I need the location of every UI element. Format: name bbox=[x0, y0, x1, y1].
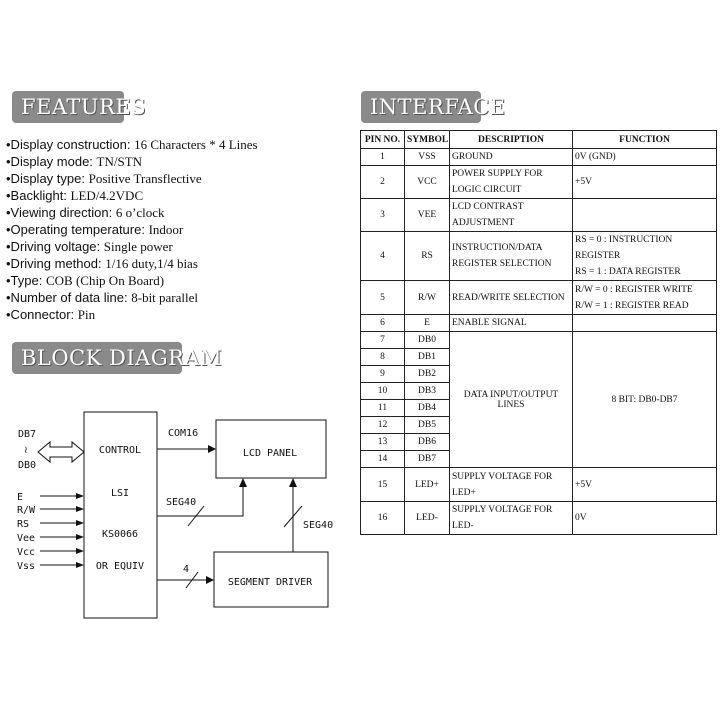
symbol-cell: VEE bbox=[405, 199, 450, 232]
table-row bbox=[361, 232, 717, 281]
lcd-panel-label: LCD PANEL bbox=[242, 448, 298, 459]
input-signal-arrowhead bbox=[76, 506, 84, 512]
feature-value: TN/STN bbox=[96, 154, 143, 169]
pin-number-cell: 16 bbox=[361, 502, 405, 535]
pin-number-cell: 10 bbox=[361, 383, 405, 400]
symbol-cell: DB4 bbox=[405, 400, 450, 417]
function-cell bbox=[573, 232, 717, 281]
controller-box bbox=[84, 412, 157, 618]
feature-label: •Number of data line: bbox=[6, 290, 132, 305]
feature-item bbox=[6, 255, 346, 272]
symbol-cell: DB2 bbox=[405, 366, 450, 383]
pin-number-cell: 9 bbox=[361, 366, 405, 383]
pin-number-cell: 6 bbox=[361, 315, 405, 332]
feature-item bbox=[6, 204, 346, 221]
block-diagram bbox=[0, 390, 360, 620]
feature-label: •Viewing direction: bbox=[6, 205, 116, 220]
input-signal-label: RS bbox=[17, 519, 30, 530]
description-cell: INSTRUCTION/DATA REGISTER SELECTION bbox=[450, 232, 573, 281]
symbol-cell: R/W bbox=[405, 281, 450, 315]
input-signal-arrowhead bbox=[76, 562, 84, 568]
com-arrowhead bbox=[208, 445, 216, 453]
feature-value: 8-bit parallel bbox=[131, 290, 199, 305]
description-cell: READ/WRITE SELECTION bbox=[450, 281, 573, 315]
seg-label-left: SEG40 bbox=[166, 497, 197, 508]
function-cell: +5V bbox=[573, 166, 717, 199]
feature-item bbox=[6, 187, 346, 204]
table-row bbox=[361, 199, 717, 232]
symbol-cell: LED- bbox=[405, 502, 450, 535]
feature-value: 1/16 duty,1/4 bias bbox=[105, 256, 198, 271]
seg-arrowhead-left bbox=[239, 478, 247, 487]
block-diagram-heading: BLOCK DIAGRAM bbox=[12, 342, 182, 374]
table-row bbox=[361, 468, 717, 502]
symbol-cell: DB5 bbox=[405, 417, 450, 434]
function-cell bbox=[573, 315, 717, 332]
feature-item bbox=[6, 272, 346, 289]
description-cell: LCD CONTRAST ADJUSTMENT bbox=[450, 199, 573, 232]
controller-line: LSI bbox=[110, 488, 130, 499]
feature-value: 6 o’clock bbox=[115, 205, 165, 220]
features-list bbox=[6, 136, 346, 323]
feature-value: Positive Transflective bbox=[88, 171, 202, 186]
function-cell bbox=[573, 281, 717, 315]
feature-label: •Operating temperature: bbox=[6, 222, 149, 237]
input-signal-arrowhead bbox=[76, 548, 84, 554]
table-body bbox=[361, 149, 717, 535]
feature-value: COB (Chip On Board) bbox=[45, 273, 165, 288]
function-cell bbox=[573, 199, 717, 232]
description-cell: ENABLE SIGNAL bbox=[450, 315, 573, 332]
feature-label: •Display construction: bbox=[6, 137, 135, 152]
symbol-cell: RS bbox=[405, 232, 450, 281]
feature-item bbox=[6, 153, 346, 170]
symbol-cell: DB1 bbox=[405, 349, 450, 366]
pin-number-cell: 1 bbox=[361, 149, 405, 166]
symbol-cell: DB6 bbox=[405, 434, 450, 451]
com-label: COM16 bbox=[168, 428, 199, 439]
table-row bbox=[361, 332, 717, 349]
interface-heading: INTERFACE bbox=[361, 91, 481, 123]
db-tilde-label: ≀ bbox=[24, 445, 28, 456]
function-line: RS = 0 : INSTRUCTION REGISTER bbox=[575, 235, 673, 261]
function-line: R/W = 0 : REGISTER WRITE bbox=[575, 284, 693, 295]
input-signal-arrowhead bbox=[76, 520, 84, 526]
input-signal-label: Vcc bbox=[17, 547, 36, 558]
pin-number-cell: 2 bbox=[361, 166, 405, 199]
header-function: FUNCTION bbox=[573, 131, 717, 149]
pin-number-cell: 8 bbox=[361, 349, 405, 366]
feature-item bbox=[6, 221, 346, 238]
table-header-row bbox=[361, 131, 717, 149]
input-signal-label: E bbox=[17, 492, 24, 503]
pin-number-cell: 3 bbox=[361, 199, 405, 232]
header-symbol: SYMBOL bbox=[405, 131, 450, 149]
pin-number-cell: 12 bbox=[361, 417, 405, 434]
pin-number-cell: 5 bbox=[361, 281, 405, 315]
feature-value: 16 Characters * 4 Lines bbox=[134, 137, 258, 152]
control-input-arrows bbox=[17, 492, 84, 572]
description-cell: GROUND bbox=[450, 149, 573, 166]
header-description: DESCRIPTION bbox=[450, 131, 573, 149]
header-pin-no: PIN NO. bbox=[361, 131, 405, 149]
feature-label: •Display type: bbox=[6, 171, 89, 186]
symbol-cell: DB0 bbox=[405, 332, 450, 349]
description-cell: POWER SUPPLY FOR LOGIC CIRCUIT bbox=[450, 166, 573, 199]
symbol-cell: VCC bbox=[405, 166, 450, 199]
controller-line: CONTROL bbox=[98, 445, 142, 456]
table-row bbox=[361, 166, 717, 199]
bus-arrowhead bbox=[206, 576, 214, 584]
input-signal-label: Vss bbox=[17, 561, 36, 572]
feature-label: •Display mode: bbox=[6, 154, 97, 169]
symbol-cell: LED+ bbox=[405, 468, 450, 502]
feature-item bbox=[6, 170, 346, 187]
description-cell: SUPPLY VOLTAGE FOR LED+ bbox=[450, 468, 573, 502]
feature-item bbox=[6, 289, 346, 306]
feature-label: •Driving method: bbox=[6, 256, 106, 271]
seg-label-right: SEG40 bbox=[303, 520, 334, 531]
pin-number-cell: 7 bbox=[361, 332, 405, 349]
feature-label: •Backlight: bbox=[6, 188, 71, 203]
table-row bbox=[361, 502, 717, 535]
table-row bbox=[361, 315, 717, 332]
symbol-cell: DB3 bbox=[405, 383, 450, 400]
data-lines-description: DATA INPUT/OUTPUT LINES bbox=[450, 332, 573, 468]
pin-number-cell: 4 bbox=[361, 232, 405, 281]
function-line: RS = 1 : DATA REGISTER bbox=[575, 267, 681, 277]
function-cell: 0V (GND) bbox=[573, 149, 717, 166]
data-lines-function: 8 BIT: DB0-DB7 bbox=[573, 332, 717, 468]
controller-line: OR EQUIV bbox=[95, 561, 145, 572]
symbol-cell: VSS bbox=[405, 149, 450, 166]
segment-driver-label: SEGMENT DRIVER bbox=[227, 577, 313, 588]
pin-number-cell: 14 bbox=[361, 451, 405, 468]
seg-arrowhead-right bbox=[289, 478, 297, 487]
pin-number-cell: 13 bbox=[361, 434, 405, 451]
table-row bbox=[361, 149, 717, 166]
description-cell: SUPPLY VOLTAGE FOR LED- bbox=[450, 502, 573, 535]
feature-item bbox=[6, 136, 346, 153]
pin-interface-table bbox=[360, 130, 717, 535]
feature-value: Indoor bbox=[148, 222, 184, 237]
pin-number-cell: 15 bbox=[361, 468, 405, 502]
symbol-cell: DB7 bbox=[405, 451, 450, 468]
feature-item bbox=[6, 238, 346, 255]
function-cell: 0V bbox=[573, 502, 717, 535]
pin-number-cell: 11 bbox=[361, 400, 405, 417]
feature-label: •Connector: bbox=[6, 307, 78, 322]
symbol-cell: E bbox=[405, 315, 450, 332]
feature-label: •Type: bbox=[6, 273, 46, 288]
feature-value: LED/4.2VDC bbox=[70, 188, 144, 203]
feature-label: •Driving voltage: bbox=[6, 239, 104, 254]
input-signal-arrowhead bbox=[76, 534, 84, 540]
input-signal-label: R/W bbox=[17, 505, 36, 516]
input-signal-label: Vee bbox=[17, 533, 36, 544]
function-cell: +5V bbox=[573, 468, 717, 502]
input-signal-arrowhead bbox=[76, 493, 84, 499]
features-heading: FEATURES bbox=[12, 91, 124, 123]
db0-label: DB0 bbox=[18, 460, 37, 471]
feature-value: Single power bbox=[103, 239, 173, 254]
controller-line: KS0066 bbox=[101, 529, 139, 540]
function-line: R/W = 1 : REGISTER READ bbox=[575, 300, 689, 311]
feature-item bbox=[6, 306, 346, 323]
feature-value: Pin bbox=[77, 307, 96, 322]
bus-count-label: 4 bbox=[183, 564, 190, 575]
table-row bbox=[361, 281, 717, 315]
data-bus-arrow bbox=[38, 442, 84, 462]
db7-label: DB7 bbox=[18, 429, 37, 440]
